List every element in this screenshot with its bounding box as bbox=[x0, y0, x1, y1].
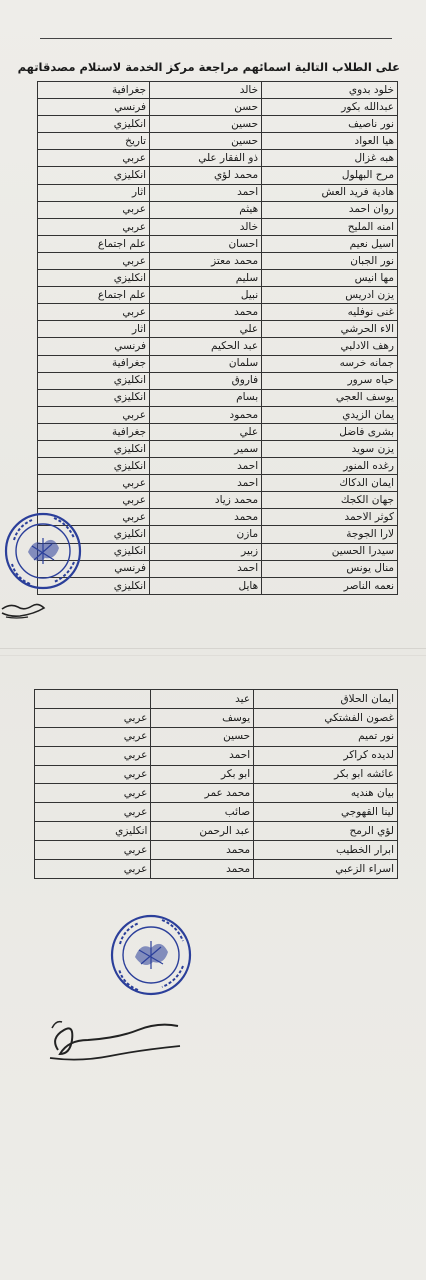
father-name-cell: عبد الرحمن bbox=[151, 822, 254, 841]
table-row bbox=[38, 372, 398, 389]
student-name-cell: غصون الفشتكي bbox=[254, 708, 398, 727]
table-row bbox=[35, 860, 398, 879]
father-name-cell: خالد bbox=[150, 218, 262, 235]
major-cell: عربي bbox=[35, 765, 151, 784]
student-name-cell: ابرار الخطيب bbox=[254, 841, 398, 860]
father-name-cell: ابو بكر bbox=[151, 765, 254, 784]
student-name-cell: جهان الكجك bbox=[262, 492, 398, 509]
father-name-cell: حسن bbox=[150, 99, 262, 116]
father-name-cell: احمد bbox=[151, 746, 254, 765]
signature-1-icon bbox=[0, 595, 60, 625]
table-row bbox=[38, 389, 398, 406]
student-name-cell: روان احمد bbox=[262, 201, 398, 218]
student-name-cell: مرح البهلول bbox=[262, 167, 398, 184]
table-row bbox=[38, 509, 398, 526]
father-name-cell: سليم bbox=[150, 270, 262, 287]
major-cell: عربي bbox=[38, 475, 150, 492]
student-name-cell: سيدرا الحسين bbox=[262, 543, 398, 560]
student-name-cell: رهف الادلبي bbox=[262, 338, 398, 355]
major-cell: جغرافية bbox=[38, 82, 150, 99]
student-name-cell: يوسف العجي bbox=[262, 389, 398, 406]
student-name-cell: لديده كراكر bbox=[254, 746, 398, 765]
table-row bbox=[38, 458, 398, 475]
father-name-cell: صائب bbox=[151, 803, 254, 822]
table-row bbox=[38, 338, 398, 355]
father-name-cell: هيثم bbox=[150, 201, 262, 218]
major-cell: انكليزي bbox=[38, 270, 150, 287]
table-row bbox=[38, 526, 398, 543]
table-row bbox=[38, 577, 398, 594]
student-name-cell: هادية فريد العش bbox=[262, 184, 398, 201]
major-cell: عربي bbox=[38, 252, 150, 269]
father-name-cell: احمد bbox=[150, 184, 262, 201]
father-name-cell: احمد bbox=[150, 560, 262, 577]
table-row bbox=[38, 252, 398, 269]
major-cell: انكليزي bbox=[38, 116, 150, 133]
student-name-cell: هبه غزال bbox=[262, 150, 398, 167]
major-cell: علم اجتماع bbox=[38, 235, 150, 252]
father-name-cell: محمد معتز bbox=[150, 252, 262, 269]
table-row bbox=[35, 765, 398, 784]
major-cell: عربي bbox=[38, 509, 150, 526]
father-name-cell: احمد bbox=[150, 475, 262, 492]
student-name-cell: لؤي الرمح bbox=[254, 822, 398, 841]
major-cell: عربي bbox=[35, 746, 151, 765]
table-row bbox=[38, 304, 398, 321]
father-name-cell: علي bbox=[150, 321, 262, 338]
student-name-cell: ايمان الدكاك bbox=[262, 475, 398, 492]
student-name-cell: اسيل نعيم bbox=[262, 235, 398, 252]
top-rule bbox=[40, 38, 392, 39]
student-name-cell: ايمان الحلاق bbox=[254, 690, 398, 709]
major-cell: عربي bbox=[35, 708, 151, 727]
student-name-cell: يزن ادريس bbox=[262, 287, 398, 304]
major-cell: فرنسي bbox=[38, 99, 150, 116]
page-fold-shadow bbox=[0, 655, 426, 656]
major-cell: عربي bbox=[38, 406, 150, 423]
father-name-cell: علي bbox=[150, 423, 262, 440]
father-name-cell: محمد bbox=[151, 860, 254, 879]
table-row bbox=[38, 321, 398, 338]
student-name-cell: نعمه الناصر bbox=[262, 577, 398, 594]
table-row bbox=[35, 822, 398, 841]
table-row bbox=[35, 841, 398, 860]
student-name-cell: مها انيس bbox=[262, 270, 398, 287]
table-row bbox=[35, 746, 398, 765]
student-name-cell: عائشه ابو بكر bbox=[254, 765, 398, 784]
table-row bbox=[35, 784, 398, 803]
father-name-cell: مازن bbox=[150, 526, 262, 543]
table-row bbox=[38, 475, 398, 492]
major-cell: انكليزي bbox=[35, 822, 151, 841]
father-name-cell: نبيل bbox=[150, 287, 262, 304]
student-name-cell: اسراء الزعبي bbox=[254, 860, 398, 879]
major-cell: عربي bbox=[35, 803, 151, 822]
major-cell: انكليزي bbox=[38, 526, 150, 543]
student-name-cell: عبدالله بكور bbox=[262, 99, 398, 116]
student-name-cell: هيا العواد bbox=[262, 133, 398, 150]
major-cell: انكليزي bbox=[38, 458, 150, 475]
major-cell: فرنسي bbox=[38, 338, 150, 355]
table-row bbox=[38, 270, 398, 287]
student-name-cell: جمانه خرسه bbox=[262, 355, 398, 372]
major-cell: عربي bbox=[38, 201, 150, 218]
official-stamp-2-icon bbox=[108, 912, 194, 998]
major-cell: انكليزي bbox=[38, 389, 150, 406]
table-row bbox=[35, 803, 398, 822]
student-name-cell: نور ناصيف bbox=[262, 116, 398, 133]
table-row bbox=[38, 99, 398, 116]
major-cell: عربي bbox=[35, 727, 151, 746]
major-cell bbox=[35, 690, 151, 709]
major-cell: اثار bbox=[38, 321, 150, 338]
father-name-cell: محمد لؤي bbox=[150, 167, 262, 184]
students-table-2 bbox=[34, 689, 398, 879]
father-name-cell: حسين bbox=[150, 133, 262, 150]
father-name-cell: محمد bbox=[150, 509, 262, 526]
student-name-cell: لارا الجوجة bbox=[262, 526, 398, 543]
father-name-cell: بسام bbox=[150, 389, 262, 406]
father-name-cell: عيد bbox=[151, 690, 254, 709]
table-row bbox=[38, 560, 398, 577]
official-stamp-icon bbox=[2, 510, 84, 592]
father-name-cell: محمود bbox=[150, 406, 262, 423]
major-cell: جغرافية bbox=[38, 423, 150, 440]
father-name-cell: محمد bbox=[150, 304, 262, 321]
father-name-cell: احمد bbox=[150, 458, 262, 475]
major-cell: انكليزي bbox=[38, 543, 150, 560]
student-name-cell: يمان الزيدي bbox=[262, 406, 398, 423]
table-row bbox=[38, 201, 398, 218]
father-name-cell: حسين bbox=[150, 116, 262, 133]
table-row bbox=[38, 355, 398, 372]
father-name-cell: يوسف bbox=[151, 708, 254, 727]
father-name-cell: ذو الفقار علي bbox=[150, 150, 262, 167]
father-name-cell: حسين bbox=[151, 727, 254, 746]
father-name-cell: خالد bbox=[150, 82, 262, 99]
major-cell: علم اجتماع bbox=[38, 287, 150, 304]
father-name-cell: سلمان bbox=[150, 355, 262, 372]
page-fold-line bbox=[0, 648, 426, 649]
father-name-cell: محمد عمر bbox=[151, 784, 254, 803]
student-name-cell: نور الجبان bbox=[262, 252, 398, 269]
major-cell: عربي bbox=[38, 492, 150, 509]
father-name-cell: احسان bbox=[150, 235, 262, 252]
father-name-cell: زبير bbox=[150, 543, 262, 560]
student-name-cell: بشرى فاضل bbox=[262, 423, 398, 440]
table-row bbox=[35, 708, 398, 727]
table-row bbox=[38, 406, 398, 423]
father-name-cell: فاروق bbox=[150, 372, 262, 389]
table-row bbox=[35, 690, 398, 709]
father-name-cell: محمد bbox=[151, 841, 254, 860]
student-name-cell: يزن سويد bbox=[262, 440, 398, 457]
student-name-cell: الاء الحرشي bbox=[262, 321, 398, 338]
major-cell: عربي bbox=[35, 860, 151, 879]
student-name-cell: نور تميم bbox=[254, 727, 398, 746]
student-name-cell: لينا القهوجي bbox=[254, 803, 398, 822]
major-cell: فرنسي bbox=[38, 560, 150, 577]
student-name-cell: امنه المليح bbox=[262, 218, 398, 235]
table-row bbox=[38, 218, 398, 235]
student-name-cell: كوثر الاحمد bbox=[262, 509, 398, 526]
table-row bbox=[38, 82, 398, 99]
major-cell: اثار bbox=[38, 184, 150, 201]
table-row bbox=[38, 492, 398, 509]
father-name-cell: عبد الحكيم bbox=[150, 338, 262, 355]
table-row bbox=[38, 440, 398, 457]
table-row bbox=[38, 116, 398, 133]
major-cell: انكليزي bbox=[38, 167, 150, 184]
table-row bbox=[38, 287, 398, 304]
document-title: على الطلاب التالية اسمائهم مراجعة مركز الخدمة لاستلام مصدقاتهم bbox=[17, 60, 400, 74]
father-name-cell: هايل bbox=[150, 577, 262, 594]
major-cell: عربي bbox=[35, 841, 151, 860]
student-name-cell: حياه سرور bbox=[262, 372, 398, 389]
major-cell: عربي bbox=[38, 150, 150, 167]
major-cell: عربي bbox=[38, 218, 150, 235]
table-row bbox=[38, 423, 398, 440]
student-name-cell: خلود بدوي bbox=[262, 82, 398, 99]
student-name-cell: منال يونس bbox=[262, 560, 398, 577]
major-cell: انكليزي bbox=[38, 440, 150, 457]
table-row bbox=[38, 543, 398, 560]
major-cell: انكليزي bbox=[38, 577, 150, 594]
students-table-1 bbox=[37, 81, 398, 595]
major-cell: جغرافية bbox=[38, 355, 150, 372]
table-row bbox=[38, 167, 398, 184]
major-cell: تاريخ bbox=[38, 133, 150, 150]
student-name-cell: رغده المنور bbox=[262, 458, 398, 475]
major-cell: عربي bbox=[38, 304, 150, 321]
father-name-cell: سمير bbox=[150, 440, 262, 457]
table-row bbox=[35, 727, 398, 746]
father-name-cell: محمد زياد bbox=[150, 492, 262, 509]
student-name-cell: بيان هنديه bbox=[254, 784, 398, 803]
table-row bbox=[38, 235, 398, 252]
major-cell: عربي bbox=[35, 784, 151, 803]
table-row bbox=[38, 150, 398, 167]
signature-2-icon bbox=[38, 1010, 188, 1070]
student-name-cell: غنى نوفليه bbox=[262, 304, 398, 321]
major-cell: انكليزي bbox=[38, 372, 150, 389]
table-row bbox=[38, 133, 398, 150]
table-row bbox=[38, 184, 398, 201]
